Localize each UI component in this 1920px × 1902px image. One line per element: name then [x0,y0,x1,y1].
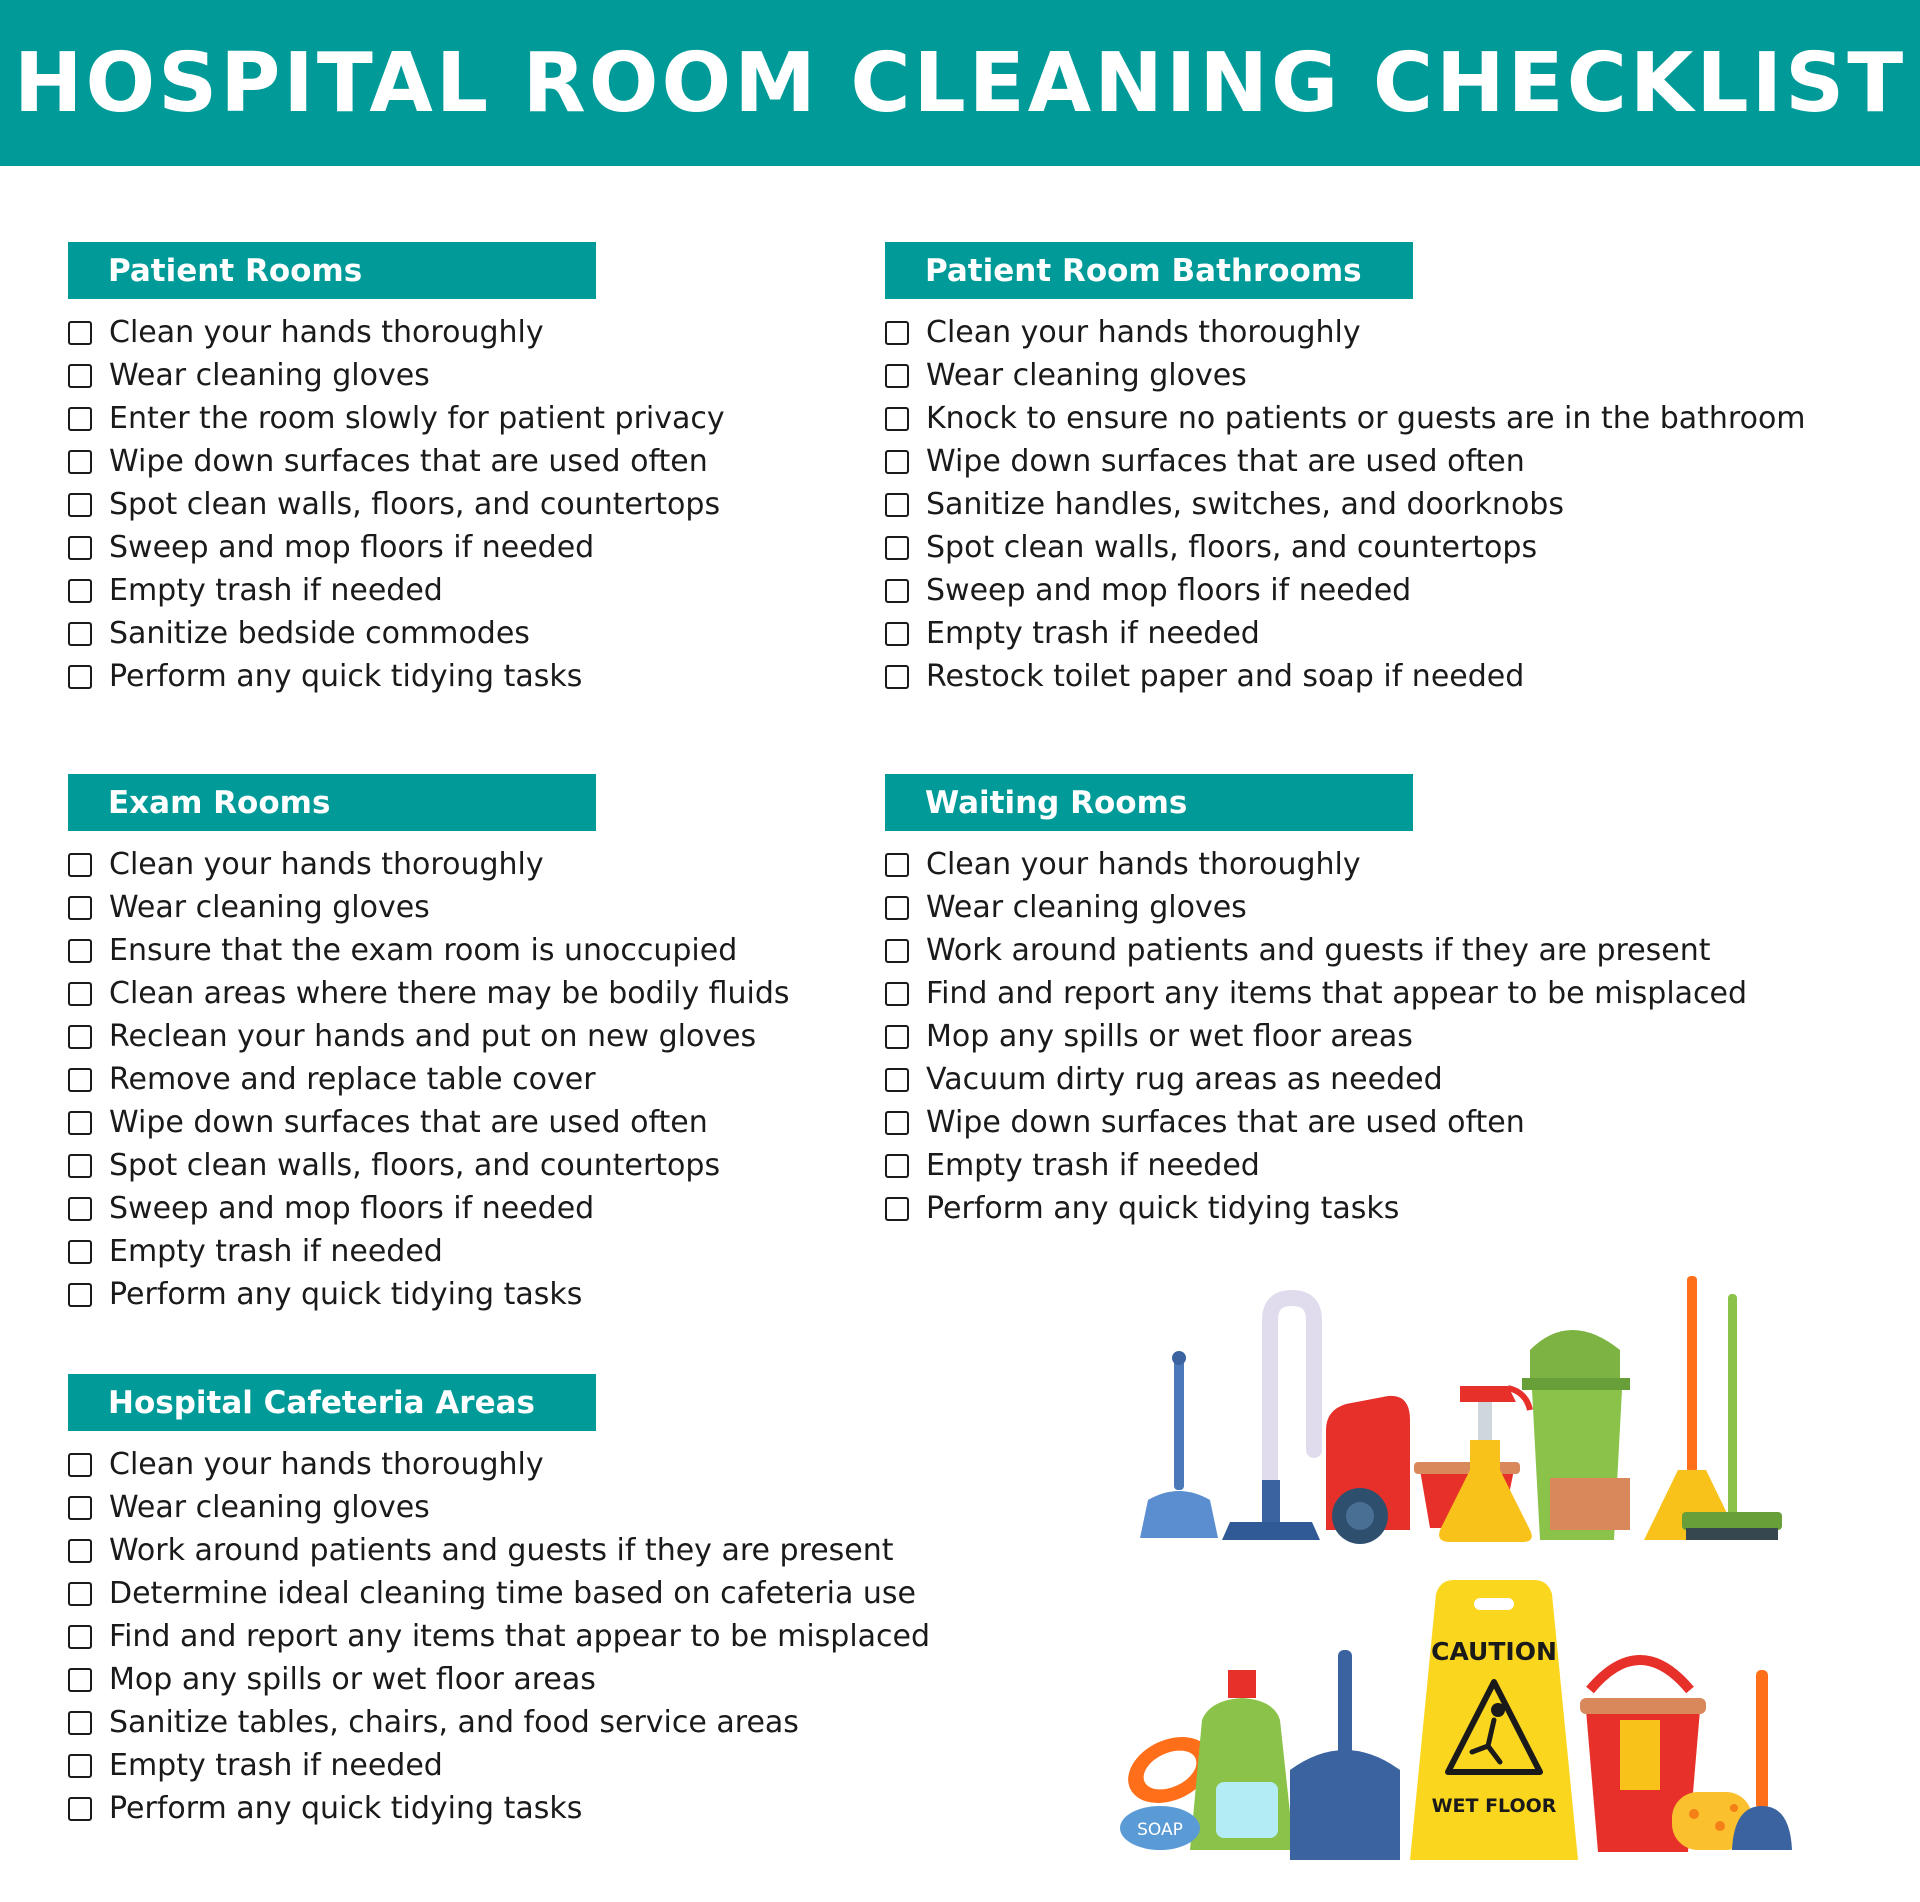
checklist-item [68,440,725,483]
checklist-item [885,1187,1747,1230]
checkbox[interactable] [885,982,909,1006]
checkbox[interactable] [885,536,909,560]
section-header [885,774,1413,831]
item-label: Remove and replace table cover [109,1062,596,1097]
checkbox[interactable] [68,1625,92,1649]
item-label: Empty trash if needed [926,616,1260,651]
item-label: Ensure that the exam room is unoccupied [109,933,738,968]
item-label: Perform any quick tidying tasks [109,659,583,694]
checkbox[interactable] [885,853,909,877]
checklist-item [885,397,1806,440]
checklist-item [68,397,725,440]
checklist-item [68,1486,930,1529]
checkbox[interactable] [885,896,909,920]
section-patient-rooms [68,242,725,698]
checkbox[interactable] [68,1068,92,1092]
checklist-item [885,1015,1747,1058]
detergent-bottle-icon [1190,1670,1294,1850]
item-label: Determine ideal cleaning time based on cafeteria use [109,1576,916,1611]
checklist-item [68,354,725,397]
checkbox[interactable] [68,665,92,689]
checklist-item [68,1744,930,1787]
checkbox[interactable] [885,407,909,431]
item-label: Sanitize tables, chairs, and food service areas [109,1705,799,1740]
checkbox[interactable] [68,321,92,345]
checklist-item [68,843,790,886]
item-label: Perform any quick tidying tasks [926,1191,1400,1226]
item-label: Mop any spills or wet floor areas [109,1662,596,1697]
checkbox[interactable] [885,939,909,963]
section-hospital-cafeteria-areas [68,1374,930,1830]
checklist [68,1443,930,1830]
dustpan-icon [1290,1650,1400,1860]
item-label: Mop any spills or wet floor areas [926,1019,1413,1054]
checkbox[interactable] [68,1754,92,1778]
canister-vacuum-icon [1326,1396,1410,1544]
item-label: Wipe down surfaces that are used often [926,1105,1525,1140]
item-label: Clean your hands thoroughly [926,315,1361,350]
checkbox[interactable] [68,622,92,646]
item-label: Wear cleaning gloves [109,890,430,925]
checklist-item [885,1058,1747,1101]
checkbox[interactable] [885,364,909,388]
checklist-item [885,311,1806,354]
checklist-item [885,843,1747,886]
checkbox[interactable] [68,1197,92,1221]
checkbox[interactable] [68,493,92,517]
checkbox[interactable] [68,536,92,560]
checklist-item [68,1187,790,1230]
item-label: Wear cleaning gloves [926,358,1247,393]
checkbox[interactable] [885,665,909,689]
checklist-item [885,886,1747,929]
section-header [68,774,596,831]
checkbox[interactable] [68,364,92,388]
checklist-item [68,1058,790,1101]
checkbox[interactable] [68,982,92,1006]
checkbox[interactable] [885,1197,909,1221]
checkbox[interactable] [885,493,909,517]
checkbox[interactable] [68,1240,92,1264]
checkbox[interactable] [885,1154,909,1178]
checkbox[interactable] [68,939,92,963]
checkbox[interactable] [68,1711,92,1735]
item-label: Sweep and mop floors if needed [109,530,595,565]
checklist-item [885,1101,1747,1144]
checklist-item [68,1273,790,1316]
checkbox[interactable] [68,1025,92,1049]
item-label: Wear cleaning gloves [109,1490,430,1525]
checkbox[interactable] [68,579,92,603]
cleaning-tools-illustration [1130,1270,1810,1550]
item-label: Sanitize handles, switches, and doorknobs [926,487,1564,522]
dustpan-brush-icon [1140,1351,1218,1538]
item-label: Sweep and mop floors if needed [109,1191,595,1226]
checklist-item [68,886,790,929]
item-label: Wear cleaning gloves [109,358,430,393]
item-label: Knock to ensure no patients or guests are in the bathroom [926,401,1806,436]
checklist-item [68,311,725,354]
checkbox[interactable] [68,450,92,474]
checkbox[interactable] [885,450,909,474]
section-title: Hospital Cafeteria Areas [108,1384,535,1421]
checklist-item [68,1230,790,1273]
item-label: Sweep and mop floors if needed [926,573,1412,608]
checklist-item [885,483,1806,526]
checkbox[interactable] [885,1111,909,1135]
checkbox[interactable] [885,321,909,345]
checkbox[interactable] [885,1068,909,1092]
checklist-item [68,1529,930,1572]
section-header [68,1374,596,1431]
item-label: Spot clean walls, floors, and countertops [109,1148,721,1183]
item-label: Clean areas where there may be bodily fluids [109,976,790,1011]
item-label: Vacuum dirty rug areas as needed [926,1062,1443,1097]
checkbox[interactable] [68,1668,92,1692]
item-label: Empty trash if needed [109,1748,443,1783]
checkbox[interactable] [68,1496,92,1520]
item-label: Clean your hands thoroughly [109,1447,544,1482]
checkbox[interactable] [885,579,909,603]
checklist-item [68,655,725,698]
item-label: Clean your hands thoroughly [109,315,544,350]
checkbox[interactable] [68,1453,92,1477]
item-label: Wipe down surfaces that are used often [926,444,1525,479]
checklist [68,311,725,698]
checklist-item [68,1658,930,1701]
section-header [885,242,1413,299]
checkbox[interactable] [68,1797,92,1821]
item-label: Work around patients and guests if they are present [109,1533,894,1568]
item-label: Wear cleaning gloves [926,890,1247,925]
checklist [885,311,1806,698]
trash-can-icon [1522,1330,1630,1540]
vacuum-cleaner-icon [1222,1298,1320,1540]
title-banner [0,0,1920,166]
broom-icon [1644,1276,1740,1540]
checklist-item [885,612,1806,655]
item-label: Clean your hands thoroughly [926,847,1361,882]
item-label: Empty trash if needed [109,573,443,608]
section-title: Waiting Rooms [925,784,1188,821]
checklist-item [68,1615,930,1658]
checkbox[interactable] [68,407,92,431]
checklist-item [68,1787,930,1830]
section-title: Patient Rooms [108,252,363,289]
wet-floor-text: WET FLOOR [1431,1795,1557,1817]
item-label: Find and report any items that appear to be misplaced [926,976,1748,1011]
item-label: Restock toilet paper and soap if needed [926,659,1525,694]
checklist-item [68,972,790,1015]
page-title: HOSPITAL ROOM CLEANING CHECKLIST [13,35,1907,131]
soap-label: SOAP [1137,1820,1183,1840]
checklist-item [68,1144,790,1187]
checklist-item [68,1443,930,1486]
section-waiting-rooms [885,774,1747,1230]
checkbox[interactable] [885,622,909,646]
section-title: Patient Room Bathrooms [925,252,1362,289]
checklist-item [68,526,725,569]
section-title: Exam Rooms [108,784,331,821]
item-label: Wipe down surfaces that are used often [109,1105,708,1140]
caution-sign-illustration [1120,1570,1820,1870]
checkbox[interactable] [68,896,92,920]
checklist-item [885,440,1806,483]
item-label: Sanitize bedside commodes [109,616,530,651]
item-label: Spot clean walls, floors, and countertops [926,530,1538,565]
checklist-item [885,655,1806,698]
checkbox[interactable] [68,853,92,877]
checkbox[interactable] [68,1539,92,1563]
checklist-item [68,929,790,972]
checkbox[interactable] [68,1154,92,1178]
section-header [68,242,596,299]
item-label: Work around patients and guests if they are present [926,933,1711,968]
item-label: Enter the room slowly for patient privacy [109,401,725,436]
checkbox[interactable] [68,1582,92,1606]
checklist-item [885,929,1747,972]
checklist-item [885,1144,1747,1187]
caution-text: CAUTION [1431,1637,1557,1666]
checklist [68,843,790,1316]
checklist-item [68,1572,930,1615]
checkbox[interactable] [68,1111,92,1135]
checklist-item [885,972,1747,1015]
checklist-item [885,526,1806,569]
item-label: Wipe down surfaces that are used often [109,444,708,479]
section-patient-room-bathrooms [885,242,1806,698]
item-label: Clean your hands thoroughly [109,847,544,882]
item-label: Reclean your hands and put on new gloves [109,1019,757,1054]
section-exam-rooms [68,774,790,1316]
checklist-item [68,1101,790,1144]
checklist-item [885,354,1806,397]
item-label: Perform any quick tidying tasks [109,1791,583,1826]
checklist-item [68,612,725,655]
checklist-item [68,1701,930,1744]
item-label: Spot clean walls, floors, and countertops [109,487,721,522]
checklist [885,843,1747,1230]
checklist-item [68,483,725,526]
item-label: Perform any quick tidying tasks [109,1277,583,1312]
item-label: Empty trash if needed [926,1148,1260,1183]
checklist-item [68,569,725,612]
checklist-item [68,1015,790,1058]
wet-floor-sign-icon [1410,1580,1578,1860]
plunger-icon [1732,1670,1792,1850]
checkbox[interactable] [68,1283,92,1307]
checkbox[interactable] [885,1025,909,1049]
item-label: Empty trash if needed [109,1234,443,1269]
soap-bar-icon [1120,1806,1200,1850]
checklist-item [885,569,1806,612]
item-label: Find and report any items that appear to be misplaced [109,1619,931,1654]
